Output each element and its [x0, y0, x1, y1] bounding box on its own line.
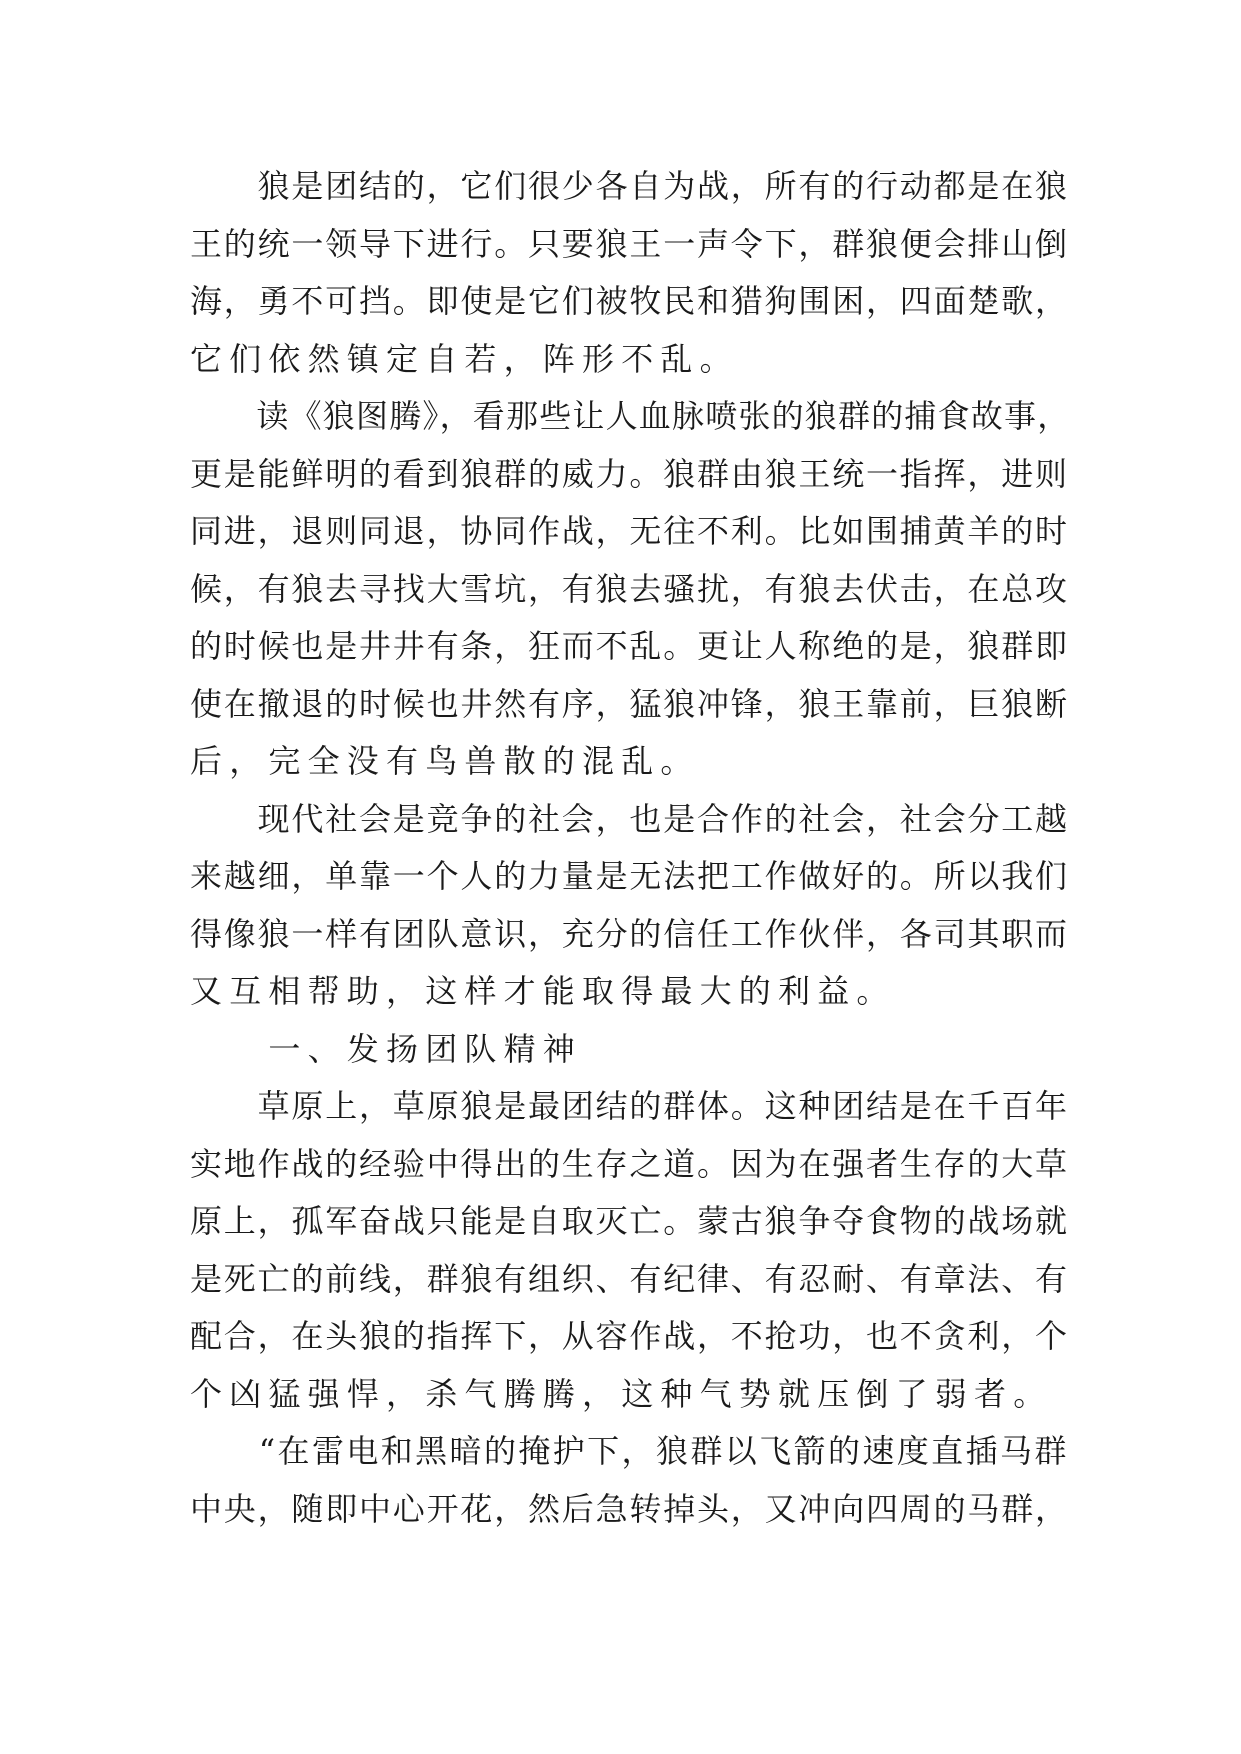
text-line: 使在撤退的时候也井然有序，猛狼冲锋，狼王靠前，巨狼断: [190, 684, 1069, 723]
text-line: 现代社会是竞争的社会，也是合作的社会，社会分工越: [190, 799, 1069, 838]
text-line: 海，勇不可挡。即使是它们被牧民和猎狗围困，四面楚歌，: [190, 282, 1069, 320]
text-line: “在雷电和黑暗的掩护下，狼群以飞箭的速度直插马群: [190, 1432, 1069, 1470]
text-line: 配合，在头狼的指挥下，从容作战，不抢功，也不贪利，个: [190, 1317, 1069, 1355]
text-line: 得像狼一样有团队意识，充分的信任工作伙伴，各司其职而: [190, 914, 1069, 953]
text-line: 狼是团结的，它们很少各自为战，所有的行动都是在狼: [190, 167, 1069, 205]
text-line: 草原上，草原狼是最团结的群体。这种团结是在千百年: [190, 1087, 1069, 1125]
text-line: 王的统一领导下进行。只要狼王一声令下，群狼便会排山倒: [190, 224, 1069, 263]
text-line: 实地作战的经验中得出的生存之道。因为在强者生存的大草: [190, 1144, 1069, 1183]
body-text: [190, 158, 1070, 1538]
text-line: 同进，退则同退，协同作战，无往不利。比如围捕黄羊的时: [190, 512, 1069, 550]
text-line: 原上，孤军奋战只能是自取灭亡。蒙古狼争夺食物的战场就: [190, 1202, 1069, 1240]
text-line: 个凶猛强悍，杀气腾腾，这种气势就压倒了弱者。: [190, 1374, 1053, 1413]
text-line: 的时候也是井井有条，狂而不乱。更让人称绝的是，狼群即: [190, 627, 1069, 665]
section-heading: 一、发扬团队精神: [190, 1029, 583, 1068]
text-line: 读《狼图腾》，看那些让人血脉喷张的狼群的捕食故事，: [190, 397, 1071, 435]
text-line: 中央，随即中心开花，然后急转掉头，又冲向四周的马群，: [190, 1489, 1069, 1528]
text-line: 又互相帮助，这样才能取得最大的利益。: [190, 972, 896, 1010]
text-line: 它们依然镇定自若，阵形不乱。: [190, 339, 739, 378]
text-line: 是死亡的前线，群狼有组织、有纪律、有忍耐、有章法、有: [190, 1259, 1069, 1298]
text-line: 后，完全没有鸟兽散的混乱。: [190, 742, 700, 780]
text-line: 更是能鲜明的看到狼群的威力。狼群由狼王统一指挥，进则: [190, 454, 1069, 493]
text-line: 候，有狼去寻找大雪坑，有狼去骚扰，有狼去伏击，在总攻: [190, 569, 1069, 608]
text-line: 来越细，单靠一个人的力量是无法把工作做好的。所以我们: [190, 857, 1069, 895]
